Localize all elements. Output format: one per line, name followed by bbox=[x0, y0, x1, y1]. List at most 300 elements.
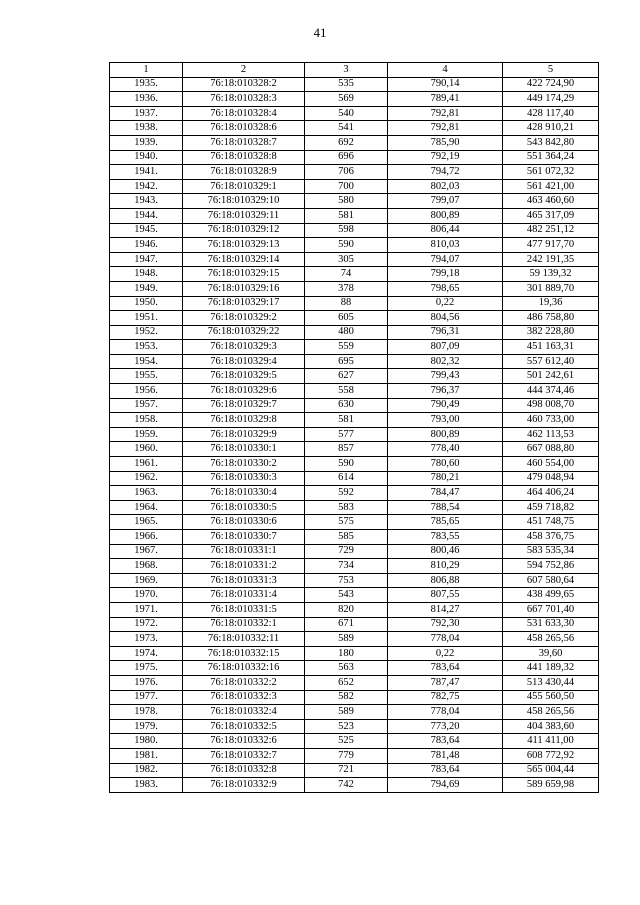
value-cell: 459 718,82 bbox=[503, 500, 599, 515]
cadastral-number-cell: 76:18:010329:9 bbox=[183, 427, 305, 442]
area-cell: 74 bbox=[305, 267, 388, 282]
table-row bbox=[110, 427, 599, 442]
row-number-cell: 1961. bbox=[110, 457, 183, 472]
cadastral-number-cell: 76:18:010328:8 bbox=[183, 150, 305, 165]
area-cell: 589 bbox=[305, 632, 388, 647]
cadastral-number-cell: 76:18:010332:9 bbox=[183, 778, 305, 793]
cadastral-number-cell: 76:18:010329:5 bbox=[183, 369, 305, 384]
table-row bbox=[110, 530, 599, 545]
area-cell: 541 bbox=[305, 121, 388, 136]
row-number-cell: 1947. bbox=[110, 252, 183, 267]
rate-cell: 807,09 bbox=[388, 340, 503, 355]
rate-cell: 792,30 bbox=[388, 617, 503, 632]
value-cell: 463 460,60 bbox=[503, 194, 599, 209]
row-number-cell: 1945. bbox=[110, 223, 183, 238]
area-cell: 180 bbox=[305, 646, 388, 661]
cadastral-number-cell: 76:18:010329:13 bbox=[183, 238, 305, 253]
table-row bbox=[110, 384, 599, 399]
value-cell: 441 189,32 bbox=[503, 661, 599, 676]
cadastral-number-cell: 76:18:010329:2 bbox=[183, 311, 305, 326]
rate-cell: 785,90 bbox=[388, 135, 503, 150]
value-cell: 458 376,75 bbox=[503, 530, 599, 545]
area-cell: 563 bbox=[305, 661, 388, 676]
row-number-cell: 1955. bbox=[110, 369, 183, 384]
rate-cell: 0,22 bbox=[388, 646, 503, 661]
column-header-3: 3 bbox=[305, 63, 388, 78]
table-row bbox=[110, 573, 599, 588]
table-row bbox=[110, 646, 599, 661]
row-number-cell: 1938. bbox=[110, 121, 183, 136]
row-number-cell: 1969. bbox=[110, 573, 183, 588]
column-header-2: 2 bbox=[183, 63, 305, 78]
row-number-cell: 1982. bbox=[110, 763, 183, 778]
rate-cell: 799,43 bbox=[388, 369, 503, 384]
rate-cell: 784,47 bbox=[388, 486, 503, 501]
row-number-cell: 1941. bbox=[110, 165, 183, 180]
row-number-cell: 1936. bbox=[110, 92, 183, 107]
cadastral-number-cell: 76:18:010332:4 bbox=[183, 705, 305, 720]
value-cell: 428 117,40 bbox=[503, 106, 599, 121]
rate-cell: 778,04 bbox=[388, 632, 503, 647]
cadastral-number-cell: 76:18:010332:3 bbox=[183, 690, 305, 705]
area-cell: 598 bbox=[305, 223, 388, 238]
rate-cell: 794,69 bbox=[388, 778, 503, 793]
value-cell: 39,60 bbox=[503, 646, 599, 661]
cadastral-number-cell: 76:18:010329:3 bbox=[183, 340, 305, 355]
rate-cell: 783,64 bbox=[388, 734, 503, 749]
table-row bbox=[110, 705, 599, 720]
value-cell: 498 008,70 bbox=[503, 398, 599, 413]
cadastral-number-cell: 76:18:010330:3 bbox=[183, 471, 305, 486]
row-number-cell: 1966. bbox=[110, 530, 183, 545]
area-cell: 695 bbox=[305, 354, 388, 369]
cadastral-number-cell: 76:18:010331:2 bbox=[183, 559, 305, 574]
cadastral-number-cell: 76:18:010330:5 bbox=[183, 500, 305, 515]
row-number-cell: 1977. bbox=[110, 690, 183, 705]
table-row bbox=[110, 734, 599, 749]
area-cell: 525 bbox=[305, 734, 388, 749]
row-number-cell: 1949. bbox=[110, 281, 183, 296]
value-cell: 451 163,31 bbox=[503, 340, 599, 355]
area-cell: 721 bbox=[305, 763, 388, 778]
value-cell: 464 406,24 bbox=[503, 486, 599, 501]
rate-cell: 796,31 bbox=[388, 325, 503, 340]
table-body bbox=[110, 77, 599, 792]
rate-cell: 810,29 bbox=[388, 559, 503, 574]
area-cell: 581 bbox=[305, 208, 388, 223]
table-row bbox=[110, 106, 599, 121]
row-number-cell: 1974. bbox=[110, 646, 183, 661]
table-row bbox=[110, 602, 599, 617]
row-number-cell: 1980. bbox=[110, 734, 183, 749]
rate-cell: 806,88 bbox=[388, 573, 503, 588]
area-cell: 577 bbox=[305, 427, 388, 442]
area-cell: 589 bbox=[305, 705, 388, 720]
area-cell: 305 bbox=[305, 252, 388, 267]
area-cell: 559 bbox=[305, 340, 388, 355]
rate-cell: 792,19 bbox=[388, 150, 503, 165]
row-number-cell: 1959. bbox=[110, 427, 183, 442]
table-row bbox=[110, 311, 599, 326]
rate-cell: 799,07 bbox=[388, 194, 503, 209]
row-number-cell: 1978. bbox=[110, 705, 183, 720]
table-row bbox=[110, 413, 599, 428]
value-cell: 513 430,44 bbox=[503, 675, 599, 690]
table-row bbox=[110, 675, 599, 690]
area-cell: 558 bbox=[305, 384, 388, 399]
area-cell: 857 bbox=[305, 442, 388, 457]
rate-cell: 778,04 bbox=[388, 705, 503, 720]
row-number-cell: 1952. bbox=[110, 325, 183, 340]
cadastral-number-cell: 76:18:010332:16 bbox=[183, 661, 305, 676]
value-cell: 301 889,70 bbox=[503, 281, 599, 296]
table-row bbox=[110, 661, 599, 676]
row-number-cell: 1957. bbox=[110, 398, 183, 413]
row-number-cell: 1963. bbox=[110, 486, 183, 501]
column-header-4: 4 bbox=[388, 63, 503, 78]
row-number-cell: 1981. bbox=[110, 748, 183, 763]
cadastral-number-cell: 76:18:010328:3 bbox=[183, 92, 305, 107]
cadastral-number-cell: 76:18:010330:4 bbox=[183, 486, 305, 501]
table-row bbox=[110, 632, 599, 647]
rate-cell: 810,03 bbox=[388, 238, 503, 253]
row-number-cell: 1976. bbox=[110, 675, 183, 690]
area-cell: 480 bbox=[305, 325, 388, 340]
rate-cell: 783,55 bbox=[388, 530, 503, 545]
table-row bbox=[110, 778, 599, 793]
value-cell: 411 411,00 bbox=[503, 734, 599, 749]
rate-cell: 787,47 bbox=[388, 675, 503, 690]
area-cell: 585 bbox=[305, 530, 388, 545]
cadastral-number-cell: 76:18:010330:7 bbox=[183, 530, 305, 545]
area-cell: 652 bbox=[305, 675, 388, 690]
row-number-cell: 1942. bbox=[110, 179, 183, 194]
table-row bbox=[110, 267, 599, 282]
table-row bbox=[110, 500, 599, 515]
cadastral-table bbox=[109, 62, 599, 793]
table-row bbox=[110, 223, 599, 238]
value-cell: 462 113,53 bbox=[503, 427, 599, 442]
row-number-cell: 1948. bbox=[110, 267, 183, 282]
cadastral-number-cell: 76:18:010328:6 bbox=[183, 121, 305, 136]
cadastral-number-cell: 76:18:010331:4 bbox=[183, 588, 305, 603]
value-cell: 458 265,56 bbox=[503, 705, 599, 720]
area-cell: 779 bbox=[305, 748, 388, 763]
value-cell: 565 004,44 bbox=[503, 763, 599, 778]
cadastral-number-cell: 76:18:010332:15 bbox=[183, 646, 305, 661]
row-number-cell: 1972. bbox=[110, 617, 183, 632]
value-cell: 594 752,86 bbox=[503, 559, 599, 574]
area-cell: 581 bbox=[305, 413, 388, 428]
rate-cell: 783,64 bbox=[388, 763, 503, 778]
rate-cell: 796,37 bbox=[388, 384, 503, 399]
cadastral-number-cell: 76:18:010329:16 bbox=[183, 281, 305, 296]
cadastral-number-cell: 76:18:010329:4 bbox=[183, 354, 305, 369]
rate-cell: 783,64 bbox=[388, 661, 503, 676]
table-row bbox=[110, 559, 599, 574]
table-row bbox=[110, 748, 599, 763]
value-cell: 479 048,94 bbox=[503, 471, 599, 486]
value-cell: 486 758,80 bbox=[503, 311, 599, 326]
row-number-cell: 1968. bbox=[110, 559, 183, 574]
table-row bbox=[110, 92, 599, 107]
value-cell: 589 659,98 bbox=[503, 778, 599, 793]
rate-cell: 0,22 bbox=[388, 296, 503, 311]
row-number-cell: 1962. bbox=[110, 471, 183, 486]
cadastral-number-cell: 76:18:010329:8 bbox=[183, 413, 305, 428]
rate-cell: 802,03 bbox=[388, 179, 503, 194]
value-cell: 557 612,40 bbox=[503, 354, 599, 369]
rate-cell: 806,44 bbox=[388, 223, 503, 238]
table-row bbox=[110, 763, 599, 778]
cadastral-number-cell: 76:18:010328:4 bbox=[183, 106, 305, 121]
table-header-row bbox=[110, 63, 599, 78]
rate-cell: 794,07 bbox=[388, 252, 503, 267]
rate-cell: 790,14 bbox=[388, 77, 503, 92]
area-cell: 605 bbox=[305, 311, 388, 326]
table-row bbox=[110, 486, 599, 501]
rate-cell: 802,32 bbox=[388, 354, 503, 369]
cadastral-number-cell: 76:18:010332:11 bbox=[183, 632, 305, 647]
table-row bbox=[110, 165, 599, 180]
value-cell: 449 174,29 bbox=[503, 92, 599, 107]
row-number-cell: 1956. bbox=[110, 384, 183, 399]
cadastral-number-cell: 76:18:010329:11 bbox=[183, 208, 305, 223]
rate-cell: 800,89 bbox=[388, 427, 503, 442]
table-row bbox=[110, 457, 599, 472]
table-row bbox=[110, 544, 599, 559]
area-cell: 378 bbox=[305, 281, 388, 296]
area-cell: 535 bbox=[305, 77, 388, 92]
area-cell: 580 bbox=[305, 194, 388, 209]
row-number-cell: 1939. bbox=[110, 135, 183, 150]
rate-cell: 807,55 bbox=[388, 588, 503, 603]
table-row bbox=[110, 121, 599, 136]
area-cell: 582 bbox=[305, 690, 388, 705]
cadastral-number-cell: 76:18:010329:12 bbox=[183, 223, 305, 238]
table-row bbox=[110, 588, 599, 603]
area-cell: 614 bbox=[305, 471, 388, 486]
value-cell: 19,36 bbox=[503, 296, 599, 311]
value-cell: 583 535,34 bbox=[503, 544, 599, 559]
cadastral-number-cell: 76:18:010329:14 bbox=[183, 252, 305, 267]
rate-cell: 792,81 bbox=[388, 106, 503, 121]
cadastral-number-cell: 76:18:010330:1 bbox=[183, 442, 305, 457]
cadastral-number-cell: 76:18:010329:1 bbox=[183, 179, 305, 194]
table-row bbox=[110, 442, 599, 457]
rate-cell: 814,27 bbox=[388, 602, 503, 617]
row-number-cell: 1953. bbox=[110, 340, 183, 355]
table-row bbox=[110, 471, 599, 486]
rate-cell: 788,54 bbox=[388, 500, 503, 515]
rate-cell: 773,20 bbox=[388, 719, 503, 734]
row-number-cell: 1943. bbox=[110, 194, 183, 209]
area-cell: 540 bbox=[305, 106, 388, 121]
value-cell: 460 554,00 bbox=[503, 457, 599, 472]
cadastral-number-cell: 76:18:010332:2 bbox=[183, 675, 305, 690]
rate-cell: 789,41 bbox=[388, 92, 503, 107]
table-row bbox=[110, 252, 599, 267]
rate-cell: 780,21 bbox=[388, 471, 503, 486]
area-cell: 692 bbox=[305, 135, 388, 150]
rate-cell: 780,60 bbox=[388, 457, 503, 472]
cadastral-number-cell: 76:18:010328:9 bbox=[183, 165, 305, 180]
area-cell: 630 bbox=[305, 398, 388, 413]
value-cell: 501 242,61 bbox=[503, 369, 599, 384]
area-cell: 627 bbox=[305, 369, 388, 384]
row-number-cell: 1946. bbox=[110, 238, 183, 253]
row-number-cell: 1954. bbox=[110, 354, 183, 369]
cadastral-number-cell: 76:18:010332:7 bbox=[183, 748, 305, 763]
value-cell: 59 139,32 bbox=[503, 267, 599, 282]
value-cell: 667 701,40 bbox=[503, 602, 599, 617]
rate-cell: 800,46 bbox=[388, 544, 503, 559]
value-cell: 482 251,12 bbox=[503, 223, 599, 238]
area-cell: 583 bbox=[305, 500, 388, 515]
cadastral-number-cell: 76:18:010332:6 bbox=[183, 734, 305, 749]
row-number-cell: 1964. bbox=[110, 500, 183, 515]
cadastral-number-cell: 76:18:010329:22 bbox=[183, 325, 305, 340]
row-number-cell: 1970. bbox=[110, 588, 183, 603]
cadastral-number-cell: 76:18:010332:5 bbox=[183, 719, 305, 734]
table-row bbox=[110, 617, 599, 632]
value-cell: 382 228,80 bbox=[503, 325, 599, 340]
cadastral-number-cell: 76:18:010331:3 bbox=[183, 573, 305, 588]
value-cell: 438 499,65 bbox=[503, 588, 599, 603]
page-number: 41 bbox=[313, 25, 327, 40]
row-number-cell: 1967. bbox=[110, 544, 183, 559]
table-row bbox=[110, 340, 599, 355]
row-number-cell: 1937. bbox=[110, 106, 183, 121]
area-cell: 543 bbox=[305, 588, 388, 603]
table-row bbox=[110, 179, 599, 194]
table-row bbox=[110, 150, 599, 165]
rate-cell: 798,65 bbox=[388, 281, 503, 296]
cadastral-number-cell: 76:18:010329:17 bbox=[183, 296, 305, 311]
rate-cell: 778,40 bbox=[388, 442, 503, 457]
area-cell: 706 bbox=[305, 165, 388, 180]
area-cell: 753 bbox=[305, 573, 388, 588]
value-cell: 422 724,90 bbox=[503, 77, 599, 92]
value-cell: 444 374,46 bbox=[503, 384, 599, 399]
table-row bbox=[110, 296, 599, 311]
area-cell: 742 bbox=[305, 778, 388, 793]
row-number-cell: 1979. bbox=[110, 719, 183, 734]
row-number-cell: 1983. bbox=[110, 778, 183, 793]
table-row bbox=[110, 325, 599, 340]
value-cell: 608 772,92 bbox=[503, 748, 599, 763]
area-cell: 88 bbox=[305, 296, 388, 311]
cadastral-number-cell: 76:18:010328:7 bbox=[183, 135, 305, 150]
table-row bbox=[110, 238, 599, 253]
value-cell: 458 265,56 bbox=[503, 632, 599, 647]
cadastral-number-cell: 76:18:010332:8 bbox=[183, 763, 305, 778]
rate-cell: 792,81 bbox=[388, 121, 503, 136]
cadastral-number-cell: 76:18:010330:6 bbox=[183, 515, 305, 530]
value-cell: 531 633,30 bbox=[503, 617, 599, 632]
column-header-5: 5 bbox=[503, 63, 599, 78]
area-cell: 820 bbox=[305, 602, 388, 617]
value-cell: 460 733,00 bbox=[503, 413, 599, 428]
value-cell: 404 383,60 bbox=[503, 719, 599, 734]
row-number-cell: 1973. bbox=[110, 632, 183, 647]
cadastral-number-cell: 76:18:010329:7 bbox=[183, 398, 305, 413]
cadastral-number-cell: 76:18:010331:1 bbox=[183, 544, 305, 559]
area-cell: 592 bbox=[305, 486, 388, 501]
cadastral-number-cell: 76:18:010331:5 bbox=[183, 602, 305, 617]
row-number-cell: 1975. bbox=[110, 661, 183, 676]
cadastral-number-cell: 76:18:010332:1 bbox=[183, 617, 305, 632]
value-cell: 428 910,21 bbox=[503, 121, 599, 136]
area-cell: 523 bbox=[305, 719, 388, 734]
row-number-cell: 1944. bbox=[110, 208, 183, 223]
value-cell: 543 842,80 bbox=[503, 135, 599, 150]
column-header-1: 1 bbox=[110, 63, 183, 78]
rate-cell: 804,56 bbox=[388, 311, 503, 326]
table-row bbox=[110, 515, 599, 530]
row-number-cell: 1960. bbox=[110, 442, 183, 457]
value-cell: 561 421,00 bbox=[503, 179, 599, 194]
rate-cell: 785,65 bbox=[388, 515, 503, 530]
value-cell: 242 191,35 bbox=[503, 252, 599, 267]
table-row bbox=[110, 690, 599, 705]
value-cell: 561 072,32 bbox=[503, 165, 599, 180]
value-cell: 477 917,70 bbox=[503, 238, 599, 253]
table-row bbox=[110, 77, 599, 92]
cadastral-number-cell: 76:18:010329:6 bbox=[183, 384, 305, 399]
area-cell: 590 bbox=[305, 457, 388, 472]
area-cell: 734 bbox=[305, 559, 388, 574]
area-cell: 575 bbox=[305, 515, 388, 530]
value-cell: 607 580,64 bbox=[503, 573, 599, 588]
table-row bbox=[110, 135, 599, 150]
rate-cell: 794,72 bbox=[388, 165, 503, 180]
table-row bbox=[110, 354, 599, 369]
row-number-cell: 1940. bbox=[110, 150, 183, 165]
value-cell: 465 317,09 bbox=[503, 208, 599, 223]
value-cell: 455 560,50 bbox=[503, 690, 599, 705]
row-number-cell: 1965. bbox=[110, 515, 183, 530]
cadastral-number-cell: 76:18:010329:10 bbox=[183, 194, 305, 209]
cadastral-number-cell: 76:18:010328:2 bbox=[183, 77, 305, 92]
table-row bbox=[110, 194, 599, 209]
area-cell: 729 bbox=[305, 544, 388, 559]
row-number-cell: 1935. bbox=[110, 77, 183, 92]
row-number-cell: 1971. bbox=[110, 602, 183, 617]
table-row bbox=[110, 719, 599, 734]
area-cell: 569 bbox=[305, 92, 388, 107]
row-number-cell: 1958. bbox=[110, 413, 183, 428]
rate-cell: 793,00 bbox=[388, 413, 503, 428]
table-row bbox=[110, 369, 599, 384]
rate-cell: 781,48 bbox=[388, 748, 503, 763]
area-cell: 590 bbox=[305, 238, 388, 253]
rate-cell: 799,18 bbox=[388, 267, 503, 282]
row-number-cell: 1951. bbox=[110, 311, 183, 326]
rate-cell: 782,75 bbox=[388, 690, 503, 705]
row-number-cell: 1950. bbox=[110, 296, 183, 311]
cadastral-number-cell: 76:18:010329:15 bbox=[183, 267, 305, 282]
cadastral-number-cell: 76:18:010330:2 bbox=[183, 457, 305, 472]
area-cell: 700 bbox=[305, 179, 388, 194]
table-row bbox=[110, 208, 599, 223]
value-cell: 451 748,75 bbox=[503, 515, 599, 530]
table-row bbox=[110, 281, 599, 296]
rate-cell: 800,89 bbox=[388, 208, 503, 223]
value-cell: 551 364,24 bbox=[503, 150, 599, 165]
table-row bbox=[110, 398, 599, 413]
area-cell: 671 bbox=[305, 617, 388, 632]
